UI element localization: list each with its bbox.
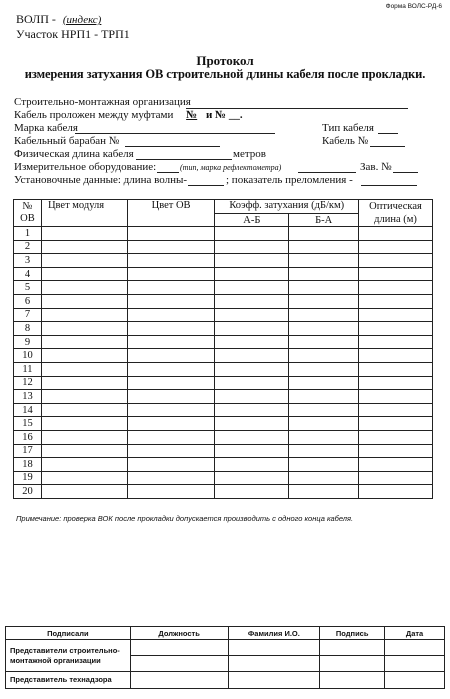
row-number: 15 xyxy=(14,417,42,431)
row-number: 20 xyxy=(14,485,42,499)
col-fiber-color-header: Цвет ОВ xyxy=(127,200,215,227)
drum-label: Кабельный барабан № xyxy=(14,135,120,147)
equipment-field-b[interactable] xyxy=(298,172,356,173)
table-row xyxy=(14,227,433,241)
atten-ba-cell[interactable] xyxy=(289,390,359,404)
table-row xyxy=(14,403,433,417)
atten-ab-cell[interactable] xyxy=(215,430,289,444)
row-number: 3 xyxy=(14,254,42,268)
atten-ab-cell[interactable] xyxy=(215,254,289,268)
opt-length-cell[interactable] xyxy=(359,335,433,349)
col-date-header: Дата xyxy=(385,627,445,640)
section-label: Участок НРП1 - ТРП1 xyxy=(16,27,130,41)
drum-field[interactable] xyxy=(125,146,220,147)
atten-ba-cell[interactable] xyxy=(289,240,359,254)
opt-length-cell[interactable] xyxy=(359,458,433,472)
coupling-a-label: № xyxy=(186,109,198,121)
cable-type-field[interactable] xyxy=(378,133,398,134)
sign-cell[interactable] xyxy=(228,656,320,672)
opt-length-cell[interactable] xyxy=(359,267,433,281)
module-color-cell[interactable] xyxy=(41,227,127,241)
opt-length-cell[interactable] xyxy=(359,227,433,241)
table-row xyxy=(14,254,433,268)
coupling-and-label: и № xyxy=(205,109,227,121)
atten-ba-cell[interactable] xyxy=(289,485,359,499)
table-row xyxy=(14,458,433,472)
row-number: 7 xyxy=(14,308,42,322)
row-number: 19 xyxy=(14,471,42,485)
row-number: 8 xyxy=(14,322,42,336)
table-row xyxy=(14,444,433,458)
atten-ba-cell[interactable] xyxy=(289,430,359,444)
col-opt-length-header: Оптическая длина (м) xyxy=(359,200,433,227)
col-signed-header: Подписали xyxy=(6,627,131,640)
org-label: Строительно-монтажная организация xyxy=(14,96,191,108)
module-color-cell[interactable] xyxy=(41,281,127,295)
sign-cell[interactable] xyxy=(385,672,445,689)
atten-ab-cell[interactable] xyxy=(215,362,289,376)
table-row xyxy=(14,322,433,336)
col-atten-header: Коэфф. затухания (дБ/км) xyxy=(215,200,359,214)
table-row xyxy=(14,281,433,295)
sign-cell[interactable] xyxy=(320,640,385,656)
fiber-color-cell[interactable] xyxy=(127,335,215,349)
atten-ab-cell[interactable] xyxy=(215,485,289,499)
fiber-color-cell[interactable] xyxy=(127,390,215,404)
table-row xyxy=(14,240,433,254)
row-number: 18 xyxy=(14,458,42,472)
meters-label: метров xyxy=(233,148,266,160)
fiber-color-cell[interactable] xyxy=(127,458,215,472)
fiber-color-cell[interactable] xyxy=(127,417,215,431)
page-title: Протокол xyxy=(196,53,254,68)
sign-cell[interactable] xyxy=(385,656,445,672)
module-color-cell[interactable] xyxy=(41,417,127,431)
measurement-table xyxy=(13,199,433,499)
module-color-cell[interactable] xyxy=(41,376,127,390)
module-color-cell[interactable] xyxy=(41,362,127,376)
atten-ab-cell[interactable] xyxy=(215,240,289,254)
atten-ba-cell[interactable] xyxy=(289,267,359,281)
atten-ba-cell[interactable] xyxy=(289,308,359,322)
module-color-cell[interactable] xyxy=(41,335,127,349)
module-color-cell[interactable] xyxy=(41,267,127,281)
atten-ba-cell[interactable] xyxy=(289,417,359,431)
atten-ab-cell[interactable] xyxy=(215,294,289,308)
table-row xyxy=(14,485,433,499)
refr-index-label: ; показатель преломления - xyxy=(226,174,353,186)
atten-ba-cell[interactable] xyxy=(289,254,359,268)
col-ov-text: ОВ xyxy=(20,213,35,224)
fiber-color-cell[interactable] xyxy=(127,254,215,268)
row-number: 6 xyxy=(14,294,42,308)
sign-cell[interactable] xyxy=(130,656,228,672)
atten-ba-cell[interactable] xyxy=(289,227,359,241)
page-subtitle: измерения затухания ОВ строительной длины кабеля после прокладки. xyxy=(24,67,426,81)
row-number: 16 xyxy=(14,430,42,444)
volp-line xyxy=(16,12,101,27)
atten-ba-cell[interactable] xyxy=(289,322,359,336)
sign-cell[interactable] xyxy=(228,672,320,689)
cable-type-label: Тип кабеля xyxy=(322,122,374,134)
signature-table xyxy=(5,626,445,689)
atten-ba-cell[interactable] xyxy=(289,335,359,349)
atten-ba-cell[interactable] xyxy=(289,362,359,376)
table-row xyxy=(14,376,433,390)
opt-length-cell[interactable] xyxy=(359,240,433,254)
sign-cell[interactable] xyxy=(385,640,445,656)
row-number: 4 xyxy=(14,267,42,281)
phys-length-label: Физическая длина кабеля xyxy=(14,148,134,160)
form-code: Форма ВОЛС-РД-6 xyxy=(385,3,442,10)
row-contractor-label: Представители строительно-монтажной организации xyxy=(6,640,131,672)
opt-length-cell[interactable] xyxy=(359,294,433,308)
opt-length-cell[interactable] xyxy=(359,417,433,431)
module-color-cell[interactable] xyxy=(41,240,127,254)
atten-ab-cell[interactable] xyxy=(215,417,289,431)
row-number: 11 xyxy=(14,362,42,376)
row-number: 2 xyxy=(14,240,42,254)
fiber-color-cell[interactable] xyxy=(127,444,215,458)
module-color-cell[interactable] xyxy=(41,485,127,499)
atten-ab-cell[interactable] xyxy=(215,376,289,390)
fiber-color-cell[interactable] xyxy=(127,240,215,254)
opt-length-cell[interactable] xyxy=(359,471,433,485)
col-no-header xyxy=(14,200,42,227)
note: Примечание: проверка ВОК после прокладки допускается производить с одного конца кабеля. xyxy=(16,514,354,523)
module-color-cell[interactable] xyxy=(41,322,127,336)
fiber-color-cell[interactable] xyxy=(127,349,215,363)
col-ba-header: Б-А xyxy=(289,214,359,227)
fiber-color-cell[interactable] xyxy=(127,308,215,322)
row-number: 1 xyxy=(14,227,42,241)
col-module-color-header: Цвет модуля xyxy=(41,200,127,227)
atten-ba-cell[interactable] xyxy=(289,444,359,458)
fiber-color-cell[interactable] xyxy=(127,281,215,295)
refr-index-field[interactable] xyxy=(361,185,417,186)
cable-brand-field[interactable] xyxy=(75,133,275,134)
fiber-color-cell[interactable] xyxy=(127,430,215,444)
col-no-text: № xyxy=(22,201,33,212)
module-color-cell[interactable] xyxy=(41,308,127,322)
opt-length-cell[interactable] xyxy=(359,254,433,268)
fiber-color-cell[interactable] xyxy=(127,294,215,308)
serial-field[interactable] xyxy=(393,172,418,173)
fiber-color-cell[interactable] xyxy=(127,267,215,281)
equipment-hint: (тип, марка рефлектометра) xyxy=(180,163,282,172)
row-number: 14 xyxy=(14,403,42,417)
atten-ab-cell[interactable] xyxy=(215,444,289,458)
opt-length-cell[interactable] xyxy=(359,376,433,390)
atten-ab-cell[interactable] xyxy=(215,227,289,241)
row-number: 10 xyxy=(14,349,42,363)
opt-length-cell[interactable] xyxy=(359,430,433,444)
fiber-color-cell[interactable] xyxy=(127,485,215,499)
fiber-color-cell[interactable] xyxy=(127,471,215,485)
phys-length-field[interactable] xyxy=(136,159,232,160)
sign-cell[interactable] xyxy=(130,672,228,689)
serial-label: Зав. № xyxy=(360,161,392,173)
cable-no-field[interactable] xyxy=(370,146,405,147)
atten-ab-cell[interactable] xyxy=(215,349,289,363)
opt-length-cell[interactable] xyxy=(359,322,433,336)
table-row xyxy=(14,430,433,444)
atten-ab-cell[interactable] xyxy=(215,281,289,295)
atten-ab-cell[interactable] xyxy=(215,267,289,281)
opt-length-cell[interactable] xyxy=(359,390,433,404)
atten-ab-cell[interactable] xyxy=(215,458,289,472)
col-position-header: Должность xyxy=(130,627,228,640)
opt-length-cell[interactable] xyxy=(359,308,433,322)
module-color-cell[interactable] xyxy=(41,430,127,444)
opt-length-cell[interactable] xyxy=(359,349,433,363)
module-color-cell[interactable] xyxy=(41,458,127,472)
opt-length-cell[interactable] xyxy=(359,444,433,458)
atten-ba-cell[interactable] xyxy=(289,471,359,485)
laid-between-text: Кабель проложен между муфтами xyxy=(14,109,174,121)
table-row xyxy=(14,308,433,322)
fiber-color-cell[interactable] xyxy=(127,322,215,336)
col-ab-header: А-Б xyxy=(215,214,289,227)
table-row xyxy=(14,471,433,485)
cable-no-label: Кабель № xyxy=(322,135,369,147)
row-supervision-label: Представитель технадзора xyxy=(6,672,131,689)
atten-ab-cell[interactable] xyxy=(215,471,289,485)
col-name-header: Фамилия И.О. xyxy=(228,627,320,640)
module-color-cell[interactable] xyxy=(41,294,127,308)
cable-brand-label: Марка кабеля xyxy=(14,122,78,134)
atten-ba-cell[interactable] xyxy=(289,281,359,295)
module-color-cell[interactable] xyxy=(41,390,127,404)
atten-ab-cell[interactable] xyxy=(215,308,289,322)
module-color-cell[interactable] xyxy=(41,254,127,268)
table-row xyxy=(14,362,433,376)
atten-ba-cell[interactable] xyxy=(289,458,359,472)
opt-length-cell[interactable] xyxy=(359,281,433,295)
atten-ba-cell[interactable] xyxy=(289,349,359,363)
fiber-color-cell[interactable] xyxy=(127,362,215,376)
sign-cell[interactable] xyxy=(320,656,385,672)
atten-ab-cell[interactable] xyxy=(215,390,289,404)
table-row xyxy=(14,294,433,308)
opt-length-cell[interactable] xyxy=(359,403,433,417)
fiber-color-cell[interactable] xyxy=(127,376,215,390)
fiber-color-cell[interactable] xyxy=(127,227,215,241)
row-number: 13 xyxy=(14,390,42,404)
fiber-color-cell[interactable] xyxy=(127,403,215,417)
volp-label: ВОЛП - xyxy=(16,12,56,26)
module-color-cell[interactable] xyxy=(41,403,127,417)
module-color-cell[interactable] xyxy=(41,444,127,458)
volp-placeholder: (индекс) xyxy=(62,14,102,26)
module-color-cell[interactable] xyxy=(41,349,127,363)
settings-label: Установочные данные: длина волны- xyxy=(14,174,188,186)
equipment-field-a[interactable] xyxy=(157,172,179,173)
atten-ba-cell[interactable] xyxy=(289,294,359,308)
module-color-cell[interactable] xyxy=(41,471,127,485)
col-signature-header: Подпись xyxy=(320,627,385,640)
atten-ab-cell[interactable] xyxy=(215,403,289,417)
opt-length-cell[interactable] xyxy=(359,362,433,376)
row-number: 5 xyxy=(14,281,42,295)
row-number: 17 xyxy=(14,444,42,458)
table-row xyxy=(14,349,433,363)
sign-cell[interactable] xyxy=(320,672,385,689)
row-number: 12 xyxy=(14,376,42,390)
wavelength-field[interactable] xyxy=(188,185,224,186)
atten-ab-cell[interactable] xyxy=(215,322,289,336)
atten-ab-cell[interactable] xyxy=(215,335,289,349)
atten-ba-cell[interactable] xyxy=(289,403,359,417)
table-row xyxy=(14,390,433,404)
table-row xyxy=(14,267,433,281)
table-row xyxy=(14,417,433,431)
row-number: 9 xyxy=(14,335,42,349)
atten-ba-cell[interactable] xyxy=(289,376,359,390)
laid-between-label: Кабель проложен между муфтами № и № __. xyxy=(14,109,243,121)
table-row xyxy=(14,335,433,349)
equipment-label: Измерительное оборудование: xyxy=(14,161,157,173)
sign-cell[interactable] xyxy=(130,640,228,656)
sign-cell[interactable] xyxy=(228,640,320,656)
opt-length-cell[interactable] xyxy=(359,485,433,499)
